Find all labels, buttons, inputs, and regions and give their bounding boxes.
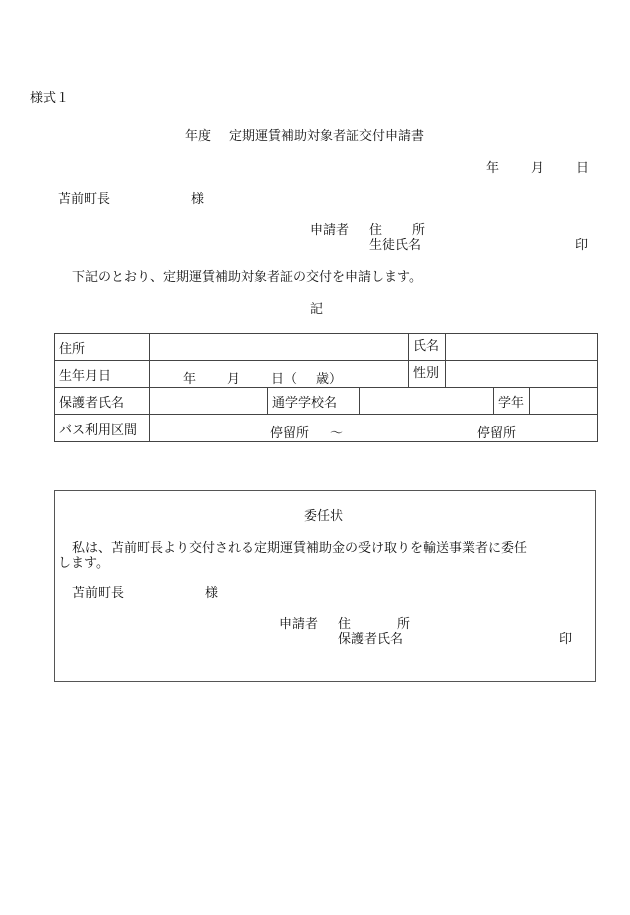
form-code: 様式１ xyxy=(30,91,70,106)
school-label: 通学学校名 xyxy=(268,388,360,415)
applicant-student-name-label: 生徒氏名 xyxy=(369,238,422,253)
bus-section-label: バス利用区間 xyxy=(55,415,150,442)
grade-value[interactable] xyxy=(530,388,598,415)
delegation-address-label-2: 所 xyxy=(397,617,411,632)
stop-from-label: 停留所 xyxy=(270,426,310,441)
delegation-guardian-label: 保護者氏名 xyxy=(338,632,404,647)
addressee-honorific: 様 xyxy=(191,192,205,207)
birth-day-label: 日（ xyxy=(271,372,298,387)
address-label: 住所 xyxy=(55,334,150,361)
applicant-label: 申請者 xyxy=(310,223,350,238)
addressee-name: 苫前町長 xyxy=(58,192,111,207)
gender-cell xyxy=(409,361,598,388)
delegation-title: 委任状 xyxy=(304,509,344,524)
page-title: 定期運賃補助対象者証交付申請書 xyxy=(229,129,425,144)
school-value[interactable] xyxy=(360,388,494,415)
birthdate-value[interactable] xyxy=(150,361,409,388)
delegation-address-label: 住 xyxy=(338,617,352,632)
applicant-address-label-2: 所 xyxy=(412,223,426,238)
birth-age-label: 歳） xyxy=(316,372,343,387)
delegation-seal: 印 xyxy=(559,632,573,647)
delegation-applicant-label: 申請者 xyxy=(279,617,319,632)
guardian-name-value[interactable] xyxy=(150,388,268,415)
tilde-separator: 〜 xyxy=(330,426,344,441)
name-label: 氏名 xyxy=(409,334,446,360)
table-row-bus-section xyxy=(55,415,598,442)
delegation-honorific: 様 xyxy=(205,586,219,601)
date-month: 月 xyxy=(531,161,545,176)
birth-year-label: 年 xyxy=(183,372,197,387)
table-row-address xyxy=(55,334,598,361)
date-day: 日 xyxy=(576,161,590,176)
grade-label: 学年 xyxy=(494,388,530,415)
name-cell xyxy=(409,334,598,361)
table-row-birthdate xyxy=(55,361,598,388)
delegation-body-line-1: 私は、苫前町長より交付される定期運賃補助金の受け取りを輸送事業者に委任 xyxy=(72,541,528,556)
applicant-address-label: 住 xyxy=(369,223,383,238)
birthdate-label: 生年月日 xyxy=(55,361,150,388)
guardian-name-label: 保護者氏名 xyxy=(55,388,150,415)
birth-month-label: 月 xyxy=(227,372,241,387)
date-year: 年 xyxy=(486,161,500,176)
application-info-table xyxy=(54,333,598,442)
address-value[interactable] xyxy=(150,334,409,361)
stop-to-label: 停留所 xyxy=(477,426,517,441)
delegation-addressee: 苫前町長 xyxy=(72,586,125,601)
table-row-guardian xyxy=(55,388,598,415)
ki-label: 記 xyxy=(310,302,324,317)
intro-text: 下記のとおり、定期運賃補助対象者証の交付を申請します。 xyxy=(72,270,422,285)
delegation-body-line-2: します。 xyxy=(58,556,109,571)
bus-section-value[interactable] xyxy=(150,415,598,442)
gender-label: 性別 xyxy=(409,361,446,387)
title-fiscal-year: 年度 xyxy=(185,129,212,144)
applicant-seal: 印 xyxy=(575,238,589,253)
